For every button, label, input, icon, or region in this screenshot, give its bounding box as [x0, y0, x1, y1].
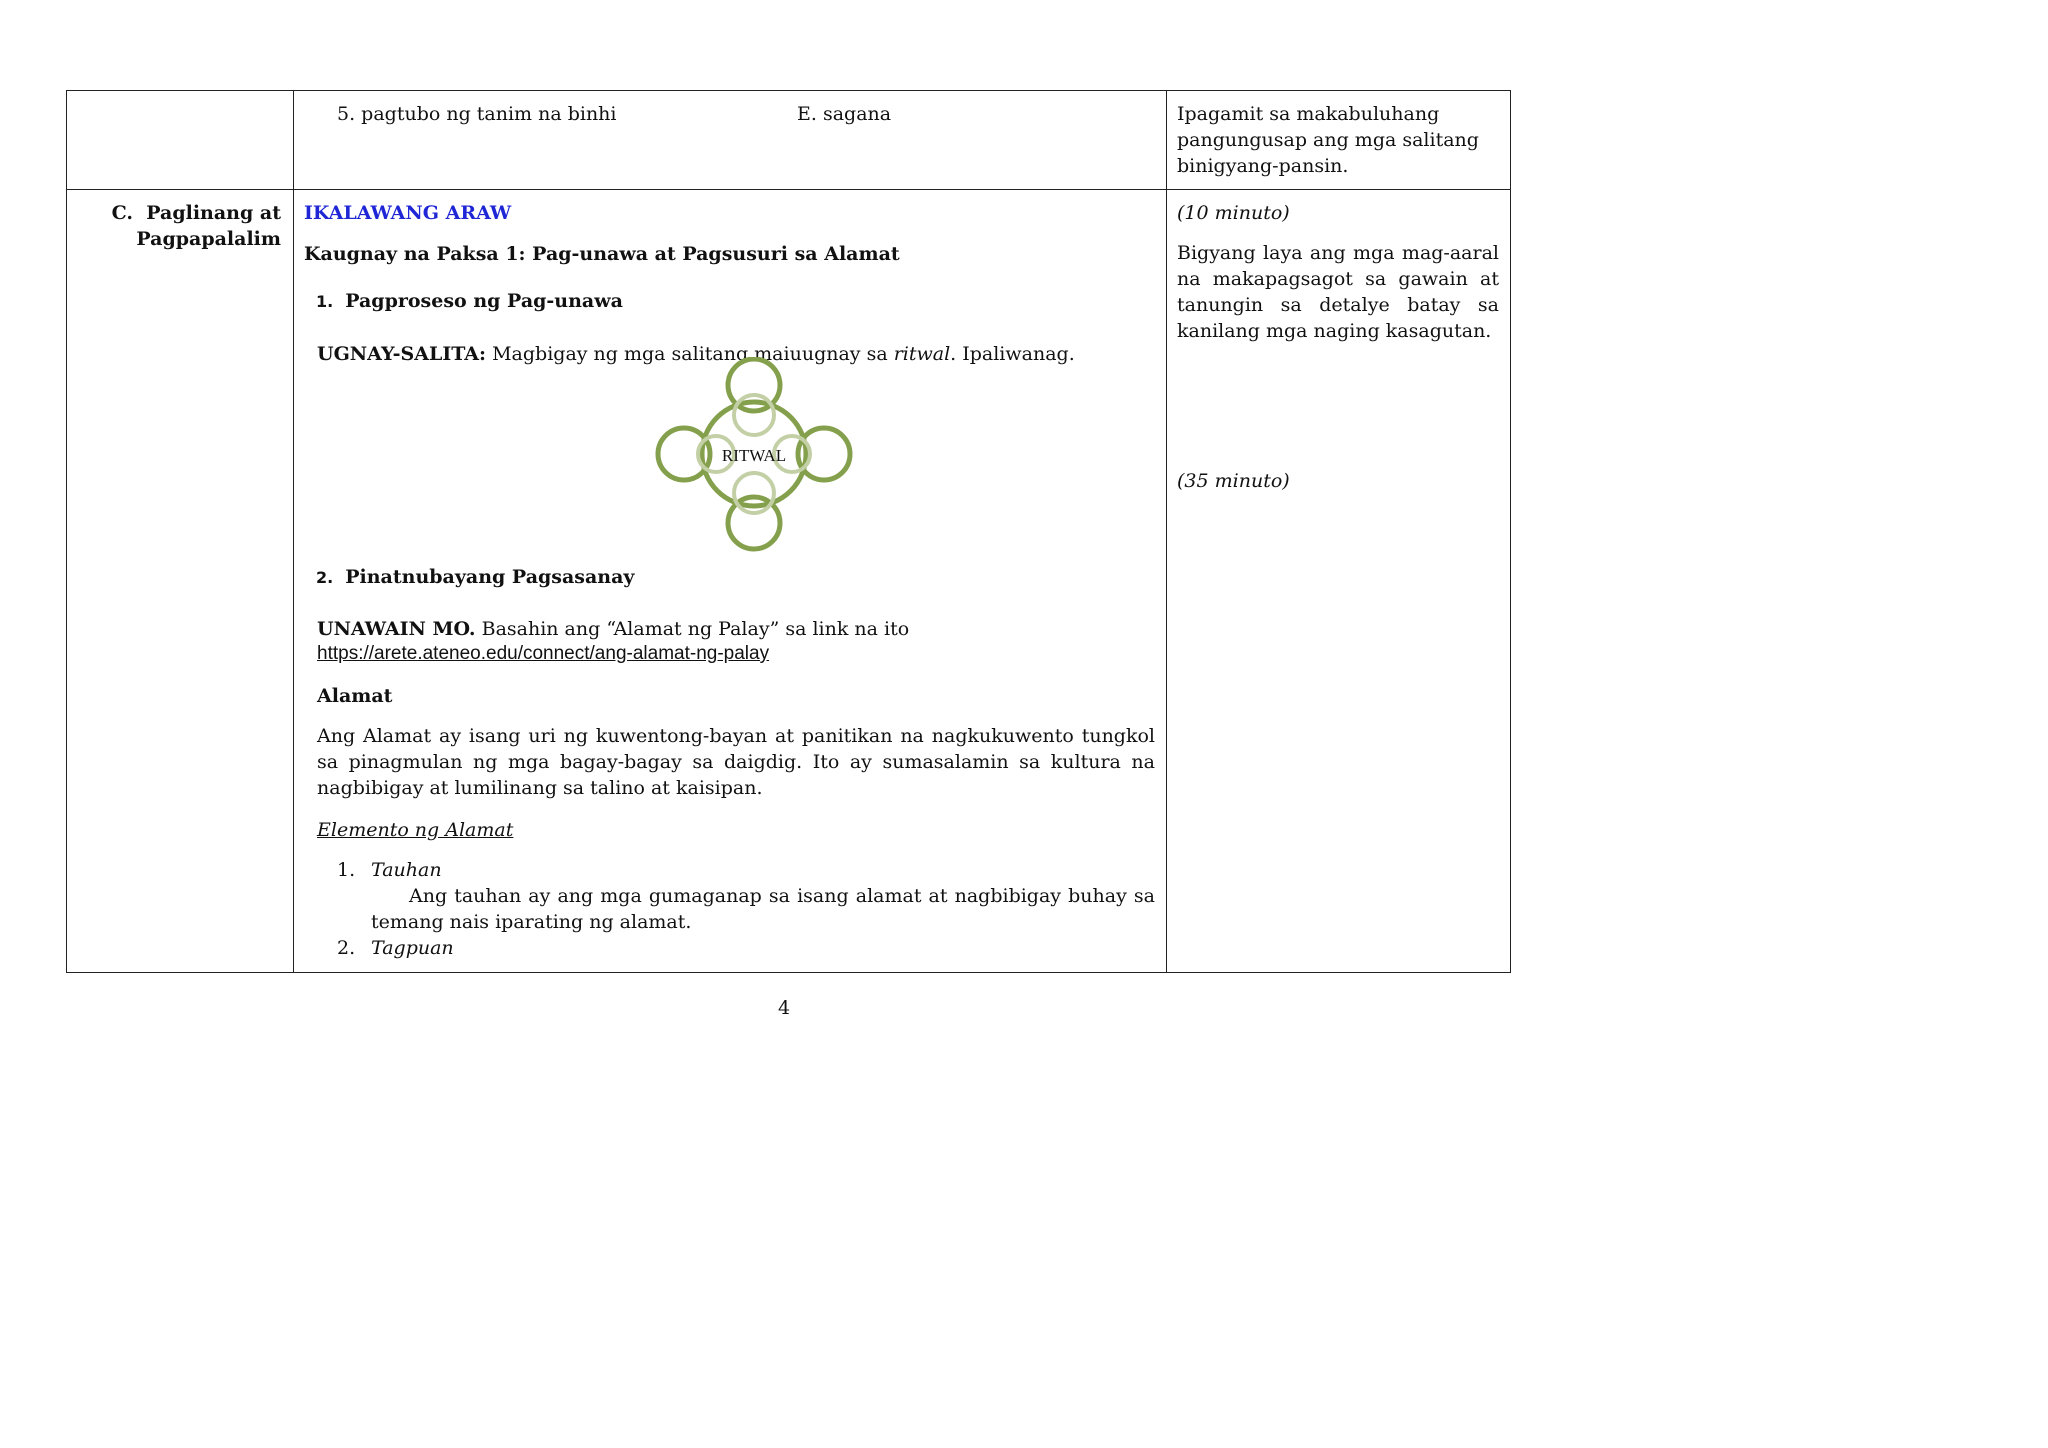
- page-number: 4: [777, 997, 791, 1019]
- matching-item-right: E. sagana: [797, 103, 892, 125]
- time-allotment-2: (35 minuto): [1177, 470, 1290, 492]
- list-item-description: Ang tauhan ay ang mga gumaganap sa isang alamat at nagbibigay buhay sa temang nais iparating ng alamat.: [371, 885, 1155, 933]
- matching-cell: [294, 91, 1167, 190]
- section-label: [112, 200, 281, 252]
- step-2-title: Pinatnubayang Pagsasanay: [345, 566, 635, 588]
- step-2-number: 2.: [316, 568, 334, 587]
- list-item-number: 1.: [337, 859, 356, 881]
- section-title-line1: Paglinang at: [146, 202, 281, 224]
- step-1-heading: [316, 288, 623, 315]
- list-item-number: 2.: [337, 937, 356, 959]
- alamat-ng-palay-link[interactable]: https://arete.ateneo.edu/connect/ang-alamat-ng-palay: [317, 643, 770, 664]
- table-row: [67, 91, 1511, 190]
- section-letter: C.: [111, 202, 134, 224]
- ugnay-text-before: Magbigay ng mga salitang maiuugnay sa: [486, 343, 894, 365]
- teacher-note: Ipagamit sa makabuluhang pangungusap ang mga salitang binigyang-pansin.: [1177, 103, 1479, 177]
- topic-heading: Kaugnay na Paksa 1: Pag-unawa at Pagsusuri sa Alamat: [304, 243, 900, 265]
- day-title: IKALAWANG ARAW: [304, 202, 512, 224]
- unawain-instruction: [317, 616, 909, 642]
- list-item: [337, 857, 442, 883]
- step-1-number: 1.: [316, 292, 334, 311]
- alamat-heading: Alamat: [317, 685, 393, 707]
- step-1-title: Pagproseso ng Pag-unawa: [345, 290, 623, 312]
- table-row: [67, 190, 1511, 973]
- teacher-guide-text: Bigyang laya ang mga mag-aaral na makapagsagot sa gawain at tanungin sa detalye batay sa kanilang mga naging kasagutan.: [1177, 242, 1499, 342]
- step-2-heading: [316, 564, 634, 591]
- time-allotment-1: (10 minuto): [1177, 202, 1290, 224]
- list-item: [337, 935, 454, 961]
- ugnay-italic-word: ritwal: [893, 343, 951, 365]
- elements-heading: Elemento ng Alamat: [317, 819, 514, 841]
- diagram-center-label: RITWAL: [721, 446, 787, 465]
- teacher-note-cell: [1167, 91, 1511, 190]
- list-item-name: Tagpuan: [371, 937, 454, 959]
- teacher-guide-cell: [1167, 190, 1511, 973]
- alamat-definition-paragraph: Ang Alamat ay isang uri ng kuwentong-bayan at panitikan na nagkukuwento tungkol sa pinagmulan ng mga bagay-bagay sa daigdig. Ito ay sumasalamin sa kultura na nagbibigay at lumilinang sa talino at kaisipan.: [317, 725, 1155, 799]
- list-item-name: Tauhan: [371, 859, 442, 881]
- unawain-label: UNAWAIN MO.: [317, 618, 476, 640]
- section-title-line2: Pagpapalalim: [136, 228, 281, 250]
- ugnay-label: UGNAY-SALITA:: [317, 343, 487, 365]
- unawain-text: Basahin ang “Alamat ng Palay” sa link na ito: [475, 618, 910, 640]
- section-cell-empty: [67, 91, 294, 190]
- matching-item-left: 5. pagtubo ng tanim na binhi: [337, 103, 617, 125]
- content-cell: [294, 190, 1167, 973]
- section-cell: [67, 190, 294, 973]
- ugnay-text-after: . Ipaliwanag.: [950, 343, 1075, 365]
- lesson-plan-table: [66, 90, 1511, 973]
- ritwal-word-web-diagram: [654, 357, 854, 557]
